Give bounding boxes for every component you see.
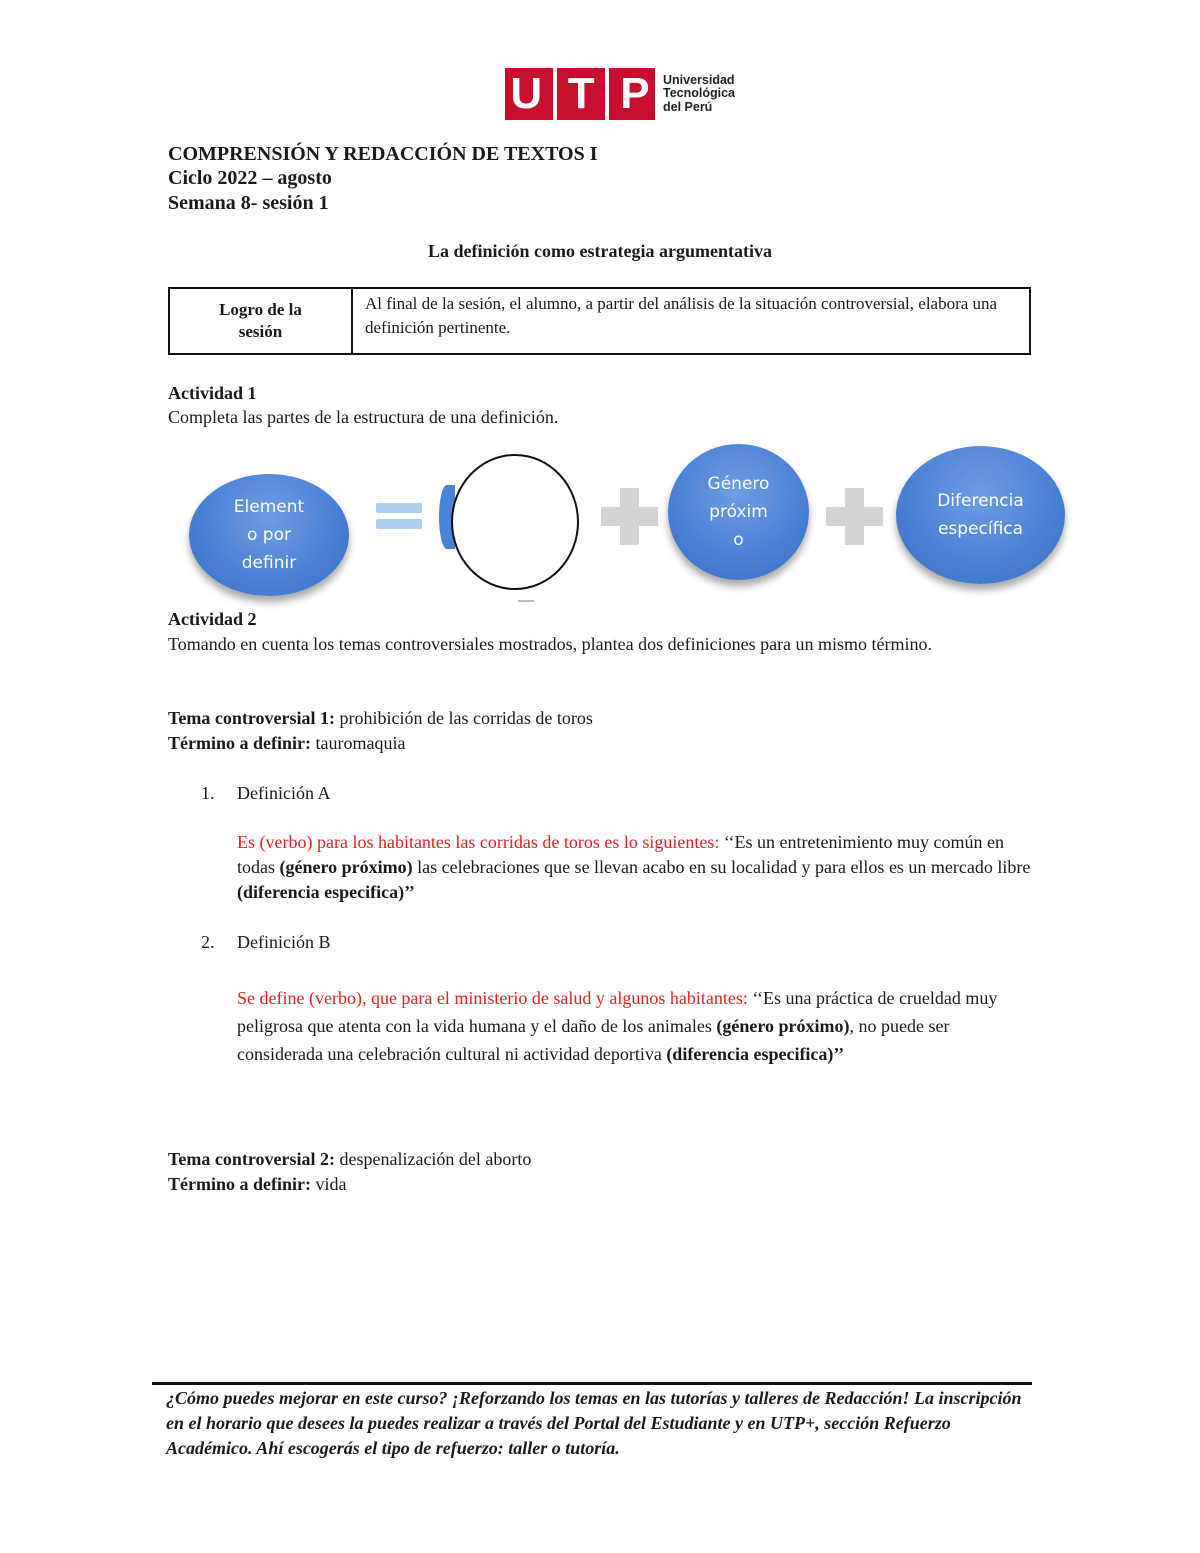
term2-line [168, 1172, 346, 1196]
activity2-instruction: Tomando en cuenta los temas controversiales mostrados, plantea dos definiciones para un mismo término. [168, 634, 933, 654]
bubble-difference-label [937, 487, 1024, 543]
logo-word: Universidad [663, 72, 735, 87]
utp-logo-wordmark [663, 74, 735, 115]
bubble-line: Element [233, 497, 305, 517]
topic1-value: prohibición de las corridas de toros [339, 708, 593, 728]
bubble-element-to-define [189, 474, 349, 596]
bubble-element-label [234, 493, 304, 577]
bubble-line: Diferencia [937, 491, 1024, 511]
bubble-line: Género [707, 474, 770, 494]
definition-b-quote-part: , no puede ser considerada una celebración cultural ni actividad deportiva [237, 1016, 950, 1064]
plus-icon [826, 488, 883, 545]
equals-icon-bottom [376, 519, 422, 529]
session-goal-header [170, 289, 353, 353]
definition-a-quote-part: ‘‘Es un entretenimiento muy común en todas [237, 832, 1004, 877]
circle-shadow-mark [518, 600, 534, 602]
logo-letter-p: P [620, 69, 650, 118]
bubble-genus-proximum [668, 444, 809, 580]
session-goal-header-text: Logro de la sesión [219, 300, 302, 341]
logo-separator [605, 68, 609, 120]
topic2-label: Tema controversial 2: [168, 1149, 335, 1169]
course-title: COMPRENSIÓN Y REDACCIÓN DE TEXTOS I [168, 143, 598, 165]
definition-a-difference-marker: (diferencia especifica)’’ [237, 882, 415, 902]
footer-note: ¿Cómo puedes mejorar en este curso? ¡Reforzando los temas en las tutorías y talleres de Redacción! La inscripción en el horario que desees la puedes realizar a través del Portal del Estudiante y en UTP+, sección Refuerzo Académico. Ahí escogerás el tipo de refuerzo: taller o tutoría. [166, 1388, 1022, 1458]
bubble-line: o [733, 530, 744, 550]
term1-label: Término a definir: [168, 733, 311, 753]
bubble-line: próxim [709, 502, 768, 522]
definition-b-verb: Se define (verbo), que para el ministerio de salud y algunos habitantes: [237, 988, 748, 1008]
course-cycle: Ciclo 2022 – agosto [168, 167, 332, 189]
definition-a-genus-marker: (género próximo) [279, 857, 413, 877]
logo-letter-u: U [510, 69, 543, 118]
bubble-line: o por [246, 525, 291, 545]
definition-b-text [237, 984, 1037, 1068]
definition-b-heading: Definición B [237, 932, 331, 952]
definition-b-genus-marker: (género próximo) [716, 1016, 850, 1036]
session-goal-table [168, 287, 1031, 355]
definition-a-quote-part: las celebraciones que se llevan acabo en su localidad y para ellos es un mercado libre [412, 857, 1031, 877]
term2-label: Término a definir: [168, 1174, 311, 1194]
course-week: Semana 8- sesión 1 [168, 192, 329, 214]
definition-a-text [237, 830, 1037, 905]
topic1-line [168, 706, 593, 730]
equals-icon-top [376, 503, 422, 513]
topic1-label: Tema controversial 1: [168, 708, 335, 728]
logo-word: Tecnológica [663, 86, 736, 101]
term2-value: vida [315, 1174, 347, 1194]
utp-logo [505, 68, 740, 120]
utp-logo-mark [505, 68, 655, 120]
definition-a-heading: Definición A [237, 783, 331, 803]
logo-letter-t: T [567, 69, 595, 118]
bubble-line: específica [937, 519, 1024, 539]
bubble-genus-label [708, 470, 770, 554]
bubble-specific-difference [896, 446, 1065, 584]
definition-b-difference-marker: (diferencia especifica)’’ [666, 1044, 845, 1064]
term1-line [168, 731, 405, 755]
activity1-title: Actividad 1 [168, 383, 257, 403]
empty-blank-circle [451, 454, 579, 590]
definition-b-quote-part: ‘‘Es una práctica de crueldad muy peligrosa que atenta con la vida humana y el daño de los animales [237, 988, 998, 1036]
term1-value: tauromaquia [315, 733, 406, 753]
bubble-line: definir [241, 553, 297, 573]
plus-icon [601, 488, 658, 545]
logo-word: del Perú [663, 99, 713, 114]
definition-a-verb: Es (verbo) para los habitantes las corridas de toros es lo siguientes: [237, 832, 720, 852]
logo-separator [553, 68, 557, 120]
topic2-value: despenalización del aborto [339, 1149, 532, 1169]
session-goal-text: Al final de la sesión, el alumno, a partir del análisis de la situación controversial, elabora una definición pertinente. [365, 294, 998, 337]
definition-b-number: 2. [201, 932, 215, 952]
activity1-instruction: Completa las partes de la estructura de una definición. [168, 407, 559, 427]
topic2-line [168, 1147, 531, 1171]
definition-a-number: 1. [201, 783, 215, 803]
activity2-title: Actividad 2 [168, 609, 257, 629]
page-title: La definición como estrategia argumentativa [428, 241, 772, 261]
footer-divider [152, 1382, 1032, 1385]
